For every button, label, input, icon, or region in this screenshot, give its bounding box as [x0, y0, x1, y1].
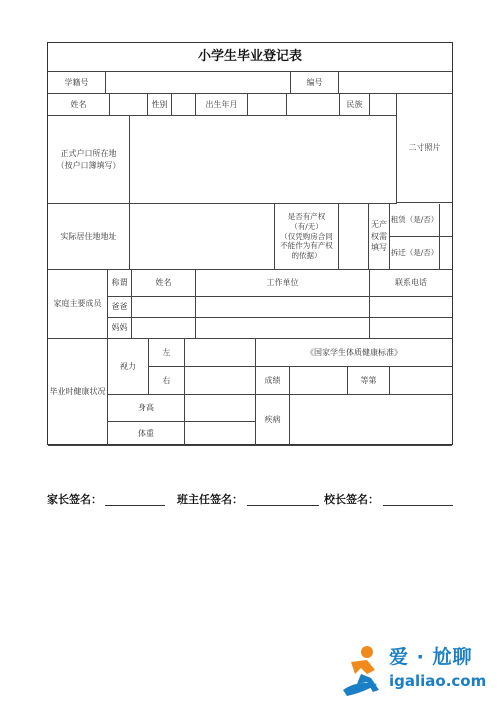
serial-number-label: 编号: [291, 72, 339, 94]
hukou-label: 正式户口所在地 （按户口簿填写）: [48, 116, 130, 204]
height-field[interactable]: [185, 395, 256, 422]
teacher-signature-label: 班主任签名：: [177, 493, 243, 506]
birth-date-field[interactable]: [248, 94, 287, 116]
parent-signature-label: 家长签名：: [47, 493, 102, 506]
family-header-workplace: 工作单位: [196, 270, 370, 297]
vision-right-field[interactable]: [185, 367, 256, 395]
teacher-signature-line[interactable]: [247, 505, 319, 506]
family-header-name: 姓名: [132, 270, 196, 297]
family-header-phone: 联系电话: [370, 270, 452, 297]
health-standard-label: 《国家学生体质健康标准》: [256, 339, 452, 367]
disease-field[interactable]: [290, 395, 452, 446]
health-section-label: 毕业时健康状况: [48, 339, 108, 446]
student-id-field[interactable]: [106, 72, 291, 94]
no-property-label: 无产 权需 填写: [369, 204, 390, 270]
relocate-answer-field[interactable]: [440, 237, 452, 270]
hukou-field[interactable]: [130, 116, 397, 204]
family-header-title: 称谓: [108, 270, 132, 297]
principal-signature-line[interactable]: [383, 505, 453, 506]
property-answer-field[interactable]: [339, 204, 369, 270]
gender-label: 性别: [148, 94, 172, 116]
vision-label: 视力: [108, 339, 149, 395]
residence-label: 实际居住地地址: [48, 204, 130, 270]
height-label: 身高: [108, 395, 185, 422]
gender-field[interactable]: [172, 94, 196, 116]
ethnicity-field[interactable]: [287, 94, 340, 116]
score-field[interactable]: [290, 367, 348, 395]
weight-field[interactable]: [185, 422, 256, 446]
father-workplace-field[interactable]: [196, 297, 370, 318]
photo-box[interactable]: 二寸照片: [397, 94, 452, 203]
name-field[interactable]: [110, 94, 148, 116]
principal-signature-label: 校长签名：: [324, 493, 379, 506]
residence-field[interactable]: [130, 204, 275, 270]
vision-left-label: 左: [149, 339, 185, 367]
relocate-option[interactable]: 拆迁（是/否）: [390, 237, 440, 270]
name-label: 姓名: [48, 94, 110, 116]
running-figure-icon: [337, 640, 389, 700]
ethnicity-value-field[interactable]: [370, 94, 397, 116]
grade-field[interactable]: [390, 367, 452, 395]
family-section-label: 家庭主要成员: [48, 270, 108, 339]
rent-answer-field[interactable]: [440, 204, 452, 237]
birth-date-label: 出生年月: [196, 94, 248, 116]
father-name-field[interactable]: [132, 297, 196, 318]
weight-label: 体重: [108, 422, 185, 446]
signature-row: [47, 491, 453, 511]
watermark-logo: [337, 640, 487, 702]
student-id-label: 学籍号: [48, 72, 106, 94]
rent-option[interactable]: 租赁（是/否）: [390, 204, 440, 237]
disease-label: 疾病: [256, 395, 290, 446]
watermark-brand: 爱 · 尬聊: [389, 646, 473, 668]
parent-signature-line[interactable]: [105, 505, 165, 506]
graduation-registration-form: [47, 42, 453, 445]
vision-right-label: 右: [149, 367, 185, 395]
form-title: 小学生毕业登记表: [48, 43, 452, 72]
family-member-father-label: 爸爸: [108, 297, 132, 318]
mother-workplace-field[interactable]: [196, 318, 370, 339]
family-member-mother-label: 妈妈: [108, 318, 132, 339]
score-label: 成绩: [256, 367, 290, 395]
grade-label: 等第: [348, 367, 390, 395]
property-question-label: 是否有产权 （有/无） （仅凭购房合同 不能作为有产权 的依据）: [275, 204, 339, 270]
father-phone-field[interactable]: [370, 297, 452, 318]
vision-left-field[interactable]: [185, 339, 256, 367]
mother-name-field[interactable]: [132, 318, 196, 339]
mother-phone-field[interactable]: [370, 318, 452, 339]
serial-number-field[interactable]: [339, 72, 452, 94]
watermark-url: igaliao.com: [389, 672, 487, 690]
ethnicity-label: 民族: [340, 94, 370, 116]
